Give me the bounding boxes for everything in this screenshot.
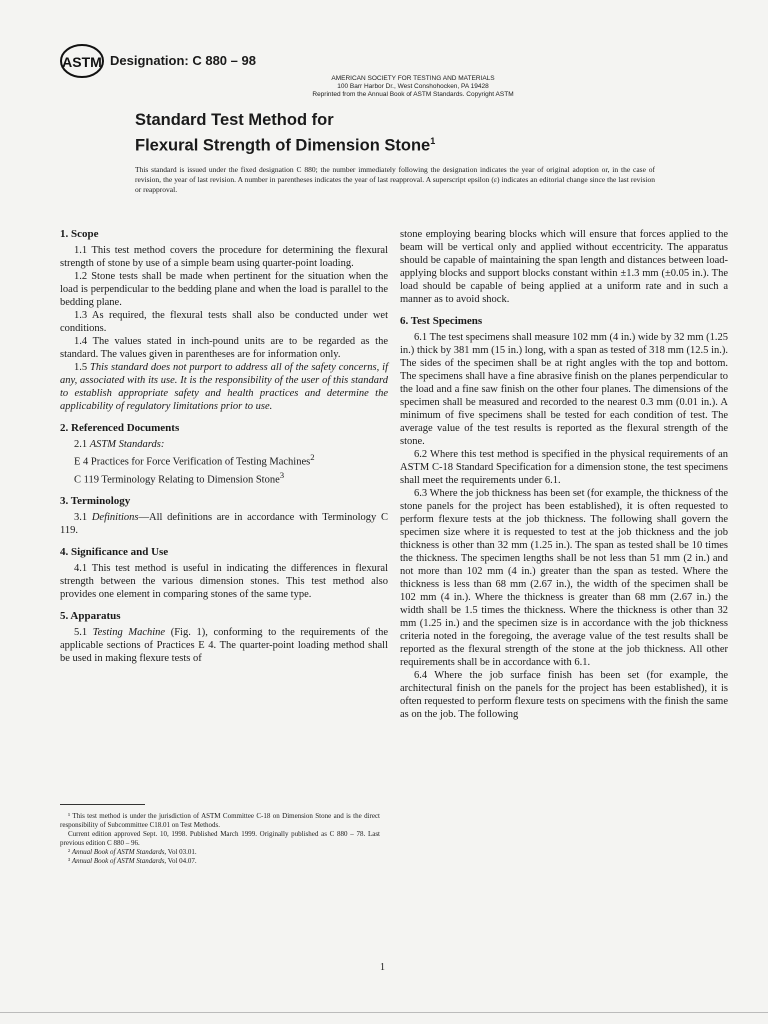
paragraph: stone employing bearing blocks which will ensure that forces applied to the beam will be vertical only and applied without eccentricity. The apparatus should be capable of maintaining the span length and distances between load-applying blocks and support blocks constant within ±1.3 mm (±0.05 in.). The load should be capable of being applied at a uniform rate and in such a manner as to avoid shock. [400, 229, 728, 305]
logo-text: ASTM [62, 54, 102, 70]
right-column [400, 228, 728, 721]
paragraph: 1.2 Stone tests shall be made when pertinent for the situation when the load is perpendicular to the bedding plane and when the load is parallel to the bedding plane. [60, 271, 388, 308]
paragraph: 4.1 This test method is useful in indicating the differences in flexural strength between the various dimension stones. This test method also provides one element in comparing stones of the same type. [60, 563, 388, 600]
footnote: Current edition approved Sept. 10, 1998. Published March 1999. Originally published as C 880 – 78. Last previous edition C 880 – 96. [60, 830, 380, 847]
society-line: AMERICAN SOCIETY FOR TESTING AND MATERIALS [331, 75, 495, 82]
section-heading: 5. Apparatus [60, 610, 121, 622]
paragraph: 2.1 ASTM Standards: [74, 439, 165, 450]
paragraph: 1.4 The values stated in inch-pound units are to be regarded as the standard. The values given in parentheses are for information only. [60, 336, 388, 360]
reference-item: C 119 Terminology Relating to Dimension Stone$^3$ [74, 469, 285, 485]
footnote: ³ Annual Book of ASTM Standards, Vol 04.07. [68, 857, 197, 865]
footnote: ¹ This test method is under the jurisdiction of ASTM Committee C-18 on Dimension Stone and is the direct responsibility of Subcommittee C18.01 on Test Methods. [60, 812, 380, 829]
footnote-rule [60, 804, 145, 805]
reference-item: E 4 Practices for Force Verification of Testing Machines$^2$ [74, 452, 315, 468]
page-number: 1 [380, 962, 385, 973]
paragraph: 1.3 As required, the flexural tests shall also be conducted under wet conditions. [60, 310, 388, 334]
paragraph: 6.4 Where the job surface finish has been set (for example, the architectural finish on the panels for the project has been established), it is often requested to perform flexure tests on specimens with the finish the same as on the job. The following [400, 670, 728, 720]
paragraph: 6.2 Where this test method is specified in the physical requirements of an ASTM C-18 Standard Specification for a dimension stone, the test specimens shall meet the requirements under 6.1. [400, 449, 728, 486]
title-line-1: Standard Test Method for [135, 111, 334, 129]
paragraph: 6.1 The test specimens shall measure 102 mm (4 in.) wide by 32 mm (1.25 in.) thick by 381 mm (15 in.) long, with a span as tested of 318 mm (12.5 in.). The sides of the specimen shall be at right angles with the top and bottom. The specimens shall have a fine abrasive finish on the planes perpendicular to the load and a fine saw finish on the other four planes. The dimensions of the specimen shall be measured and recorded to the nearest 0.3 mm (0.01 in.). A minimum of five specimens shall be tested for each condition of test. The average value of the test results is reported as the flexural strength of the stone. [400, 332, 728, 447]
issued-note: This standard is issued under the fixed designation C 880; the number immediately following the designation indicates the year of original adoption or, in the case of revision, the year of last revision. A number in parentheses indicates the year of last reapproval. A superscript epsilon (ε) indicates an editorial change since the last revision or reapproval. [135, 165, 655, 194]
society-line: 100 Barr Harbor Dr., West Conshohocken, PA 19428 [337, 83, 489, 90]
paragraph: 3.1 Definitions—All definitions are in accordance with Terminology C 119. [60, 512, 389, 536]
section-heading: 1. Scope [60, 228, 99, 240]
left-column [60, 228, 388, 665]
paragraph: 1.1 This test method covers the procedure for determining the flexural strength of stone by use of a simple beam using quarter-point loading. [60, 245, 388, 269]
section-heading: 3. Terminology [60, 495, 131, 507]
designation: Designation: C 880 – 98 [110, 53, 256, 68]
society-block [258, 75, 568, 99]
astm-logo [60, 44, 104, 78]
section-heading: 4. Significance and Use [60, 546, 169, 558]
footnote: ² Annual Book of ASTM Standards, Vol 03.01. [68, 848, 197, 856]
title-footnote-ref: 1 [430, 136, 436, 146]
society-line: Reprinted from the Annual Book of ASTM Standards. Copyright ASTM [312, 91, 514, 98]
paragraph: 6.3 Where the job thickness has been set (for example, the thickness of the stone panels for the project has been established), it is often requested to perform flexure tests at the job thickness. The following shall govern the specimen size where it is requested to test at the job thickness and the job thickness is other than 32 mm (1.25 in.). The span as tested shall be 10 times the thickness. The specimen lengths shall be not less than 51 mm (2 in.) and not more than 102 mm (4 in.) greater than the span as tested. Where the thickness is less than 68 mm (2.67 in.), the width of the specimen shall be 102 mm (4 in.). Where the thickness is greater than 68 mm (2.67 in.) the width shall be 1.5 times the thickness. Where the thickness is other than 32 mm (1.25 in.) and the specimen size is in accordance with the job thickness criteria noted in the foregoing, the average value of the test results shall be reported as the flexural strength of the stone at the job thickness. All other requirements shall be in accordance with 6.1. [400, 488, 728, 668]
section-heading: 2. Referenced Documents [60, 422, 180, 434]
document-title [135, 110, 435, 157]
footnotes [60, 812, 380, 866]
paragraph: 5.1 Testing Machine (Fig. 1), conforming to the requirements of the applicable sections of Practices E 4. The quarter-point loading method shall be used in making flexure tests of [60, 627, 389, 664]
section-heading: 6. Test Specimens [400, 315, 483, 327]
page-bottom-line [0, 1012, 768, 1013]
paragraph: 1.5 This standard does not purport to address all of the safety concerns, if any, associated with its use. It is the responsibility of the user of this standard to establish appropriate safety and health practices and determine the applicability of regulatory limitations prior to use. [60, 362, 388, 412]
title-line-2: Flexural Strength of Dimension Stone$^1$ [135, 136, 436, 155]
